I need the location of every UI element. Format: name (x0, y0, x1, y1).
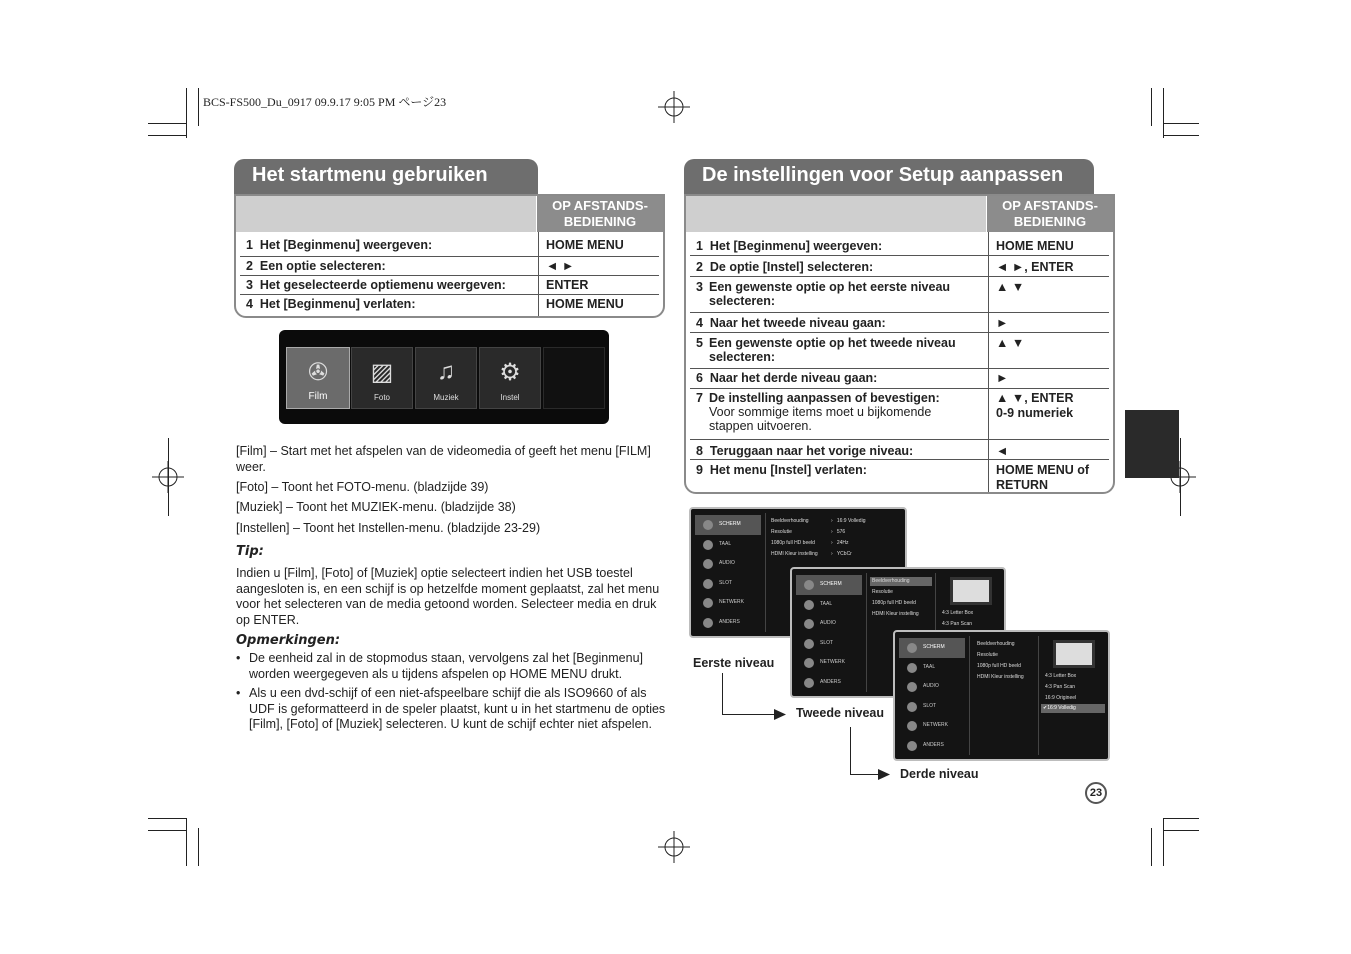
arrow-right-icon (878, 769, 890, 780)
page-number: 23 (1085, 782, 1107, 804)
label-tweede-niveau: Tweede niveau (796, 706, 884, 720)
section-title-setup: De instellingen voor Setup aanpassen (684, 159, 1094, 195)
table-row: 1 Het [Beginmenu] weergeven: HOME MENU (246, 238, 624, 252)
music-note-icon: ♫ (437, 358, 455, 385)
registration-mark-icon (658, 91, 690, 123)
label-derde-niveau: Derde niveau (900, 767, 979, 781)
table-row: 4 Het [Beginmenu] verlaten: HOME MENU (246, 297, 624, 311)
desc-muziek: [Muziek] – Toont het MUZIEK-menu. (bladzijde 38) (236, 500, 516, 514)
registration-mark-icon (658, 831, 690, 863)
setup-screen-level1: SCHERM TAAL AUDIO SLOT NETWERK ANDERS Beeldverhouding Resolutie 1080p full HD beeld HDMI Kleur instelling › 16:9 Volledig › 576 › 24Hz › YCbCr (689, 507, 907, 638)
setup-screen-level2: SCHERM TAAL AUDIO SLOT NETWERK ANDERS Beeldverhouding Resolutie 1080p full HD beeld HDMI Kleur instelling 4:3 Letter Box 4:3 Pan Scan (790, 567, 1006, 698)
menu-tile-muziek: ♫ Muziek (415, 347, 477, 409)
notes-heading: Opmerkingen: (236, 633, 341, 648)
preview-thumbnail (1053, 640, 1095, 668)
start-menu-screenshot (279, 330, 609, 424)
photo-icon: ▨ (370, 359, 394, 386)
film-reel-icon: ✇ (307, 359, 329, 386)
desc-film: [Film] – Start met het afspelen van de videomedia of geeft het menu [FILM] weer. (236, 444, 651, 474)
menu-tile-instel: ⚙ Instel (479, 347, 541, 409)
menu-tile-empty (543, 347, 605, 409)
tip-heading: Tip: (236, 544, 264, 559)
setup-screen-level3: SCHERM TAAL AUDIO SLOT NETWERK ANDERS Beeldverhouding Resolutie 1080p full HD beeld HDMI Kleur instelling 4:3 Letter Box 4:3 Pan Scan 16:9 Origineel ✔16:9 Volledig (893, 630, 1110, 761)
preview-thumbnail (950, 577, 992, 605)
desc-foto: [Foto] – Toont het FOTO-menu. (bladzijde 39) (236, 480, 489, 494)
desc-instellen: [Instellen] – Toont het Instellen-menu. (bladzijde 23-29) (236, 521, 541, 535)
section-title-startmenu: Het startmenu gebruiken (234, 159, 538, 195)
note-item: • De eenheid zal in de stopmodus staan, vervolgens zal het [Beginmenu] worden weergegeven als u tijdens afspelen op HOME MENU drukt. (236, 651, 643, 681)
menu-tile-film: ✇ Film (286, 347, 350, 409)
chapter-tab (1125, 410, 1179, 478)
note-item: • Als u een dvd-schijf of een niet-afspeelbare schijf die als ISO9660 of als UDF is geformatteerd in de speler plaatst, kunt u in het startmenu de opties [Film], [Foto] of [Muziek] selecteren. U kunt de schijf echter niet afspelen. (236, 686, 666, 731)
gear-icon: ⚙ (499, 359, 521, 386)
label-eerste-niveau: Eerste niveau (693, 656, 775, 670)
arrow-right-icon (774, 709, 786, 720)
remote-steps-table-right: OP AFSTANDS- BEDIENING 1 Het [Beginmenu] weergeven: HOME MENU 2 De optie [Instel] selecteren: ◄ ►, ENTER 3 Een gewenste optie op het eerste niveau selecteren: ▲ ▼ 4 Naar het tweede niveau gaan: ► 5 Een gewenste optie op het tweede niveau selecteren: ▲ ▼ 6 Naar het derde niveau gaan: ► 7 De instelling aanpassen of bevestigen: Voor sommige items moet u bijkomende stappen uitvoeren. ▲ ▼, ENTER 0-9 numeriek 8 Teruggaan naar het vorige niveau: ◄ 9 Het menu [Instel] verlaten: HOME MENU of RETURN (684, 194, 1115, 494)
remote-steps-table-left (234, 194, 665, 318)
remote-column-header: OP AFSTANDS- BEDIENING (986, 196, 1113, 232)
table-row: 2 Een optie selecteren: ◄ ► (246, 259, 575, 273)
table-row: 3 Het geselecteerde optiemenu weergeven: ENTER (246, 278, 589, 292)
tip-text: Indien u [Film], [Foto] of [Muziek] optie selecteert indien het USB toestel aangesloten is, en een schijf is op hetzelfde moment geplaatst, zal het menu voor het selecteren van de media getoond worden. Selecteer media en druk op ENTER. (236, 566, 660, 627)
menu-tile-foto: ▨ Foto (351, 347, 413, 409)
print-header: BCS-FS500_Du_0917 09.9.17 9:05 PM ページ23 (203, 95, 447, 109)
remote-column-header: OP AFSTANDS- BEDIENING (536, 196, 663, 232)
